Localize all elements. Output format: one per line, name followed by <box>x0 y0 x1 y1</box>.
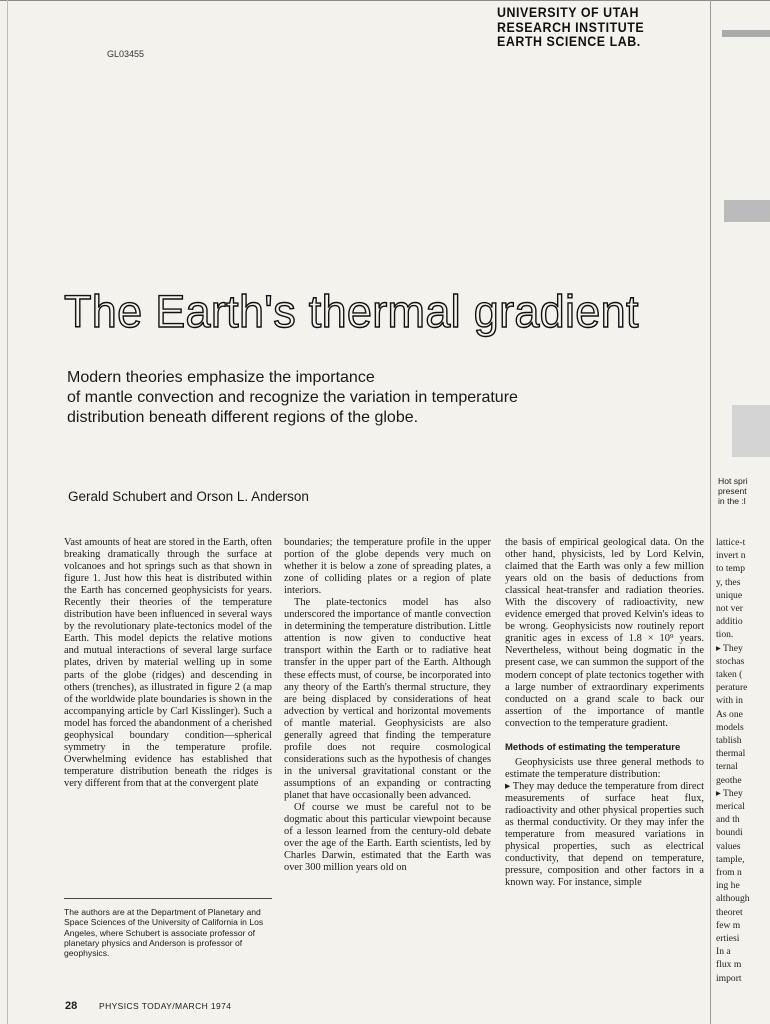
section-heading-methods: Methods of estimating the temperature <box>505 741 681 753</box>
next-page-fragment: flux m <box>716 959 742 971</box>
scan-left-edge <box>7 0 8 1024</box>
next-page-fragment: tample, <box>716 853 745 865</box>
footnote-rule <box>64 898 272 899</box>
next-page-fragment: thermal <box>716 748 746 760</box>
col2-paragraph-2: The plate-tectonics model has also underscored the importance of mantle convection in determining the temperature distribution. Little attention is now given to conductive heat transport within the Earth or to radiative heat transfer in the upper part of the Earth. Although these effects must, of course, be incorporated into any theory of the Earth's thermal structure, they are being displaced by considerations of heat advection by vertical and horizontal movements of mantle material. Geophysicists are also generally agreed that finding the temperature profile does not require cosmological considerations such as the hypothesis of changes in the universal gravitational constant or the assumptions of an expanding or contracting planet that have occasionally been advanced. <box>284 597 491 801</box>
next-page-fragment: values <box>716 840 741 852</box>
article-title: The Earth's thermal gradient <box>64 286 639 337</box>
next-page-fragment: not ver <box>716 603 743 614</box>
institution-line-2: RESEARCH INSTITUTE <box>497 19 645 35</box>
next-page-fragment: In a <box>716 946 731 958</box>
author-affiliation-footnote: The authors are at the Department of Planetary and Space Sciences of the University of California in Los Angeles, where Schubert is associate professor of planetary physics and Anderson is professor of geophysics. <box>64 907 264 959</box>
next-page-fragment: taken ( <box>716 669 743 680</box>
next-page-caption-line-3: in the :l <box>718 496 746 506</box>
next-page-fragment: perature <box>716 682 748 694</box>
next-page-fragment: unique <box>716 589 743 601</box>
next-page-fragment: tion. <box>716 629 734 641</box>
next-page-caption-line-1: Hot spri <box>718 476 748 486</box>
next-page-fragment: additio <box>716 616 743 628</box>
scan-top-edge <box>0 0 770 1</box>
subtitle-line-3: distribution beneath different regions of the globe. <box>67 409 419 426</box>
next-page-fragment: few m <box>716 919 741 931</box>
col1-paragraph-1: Vast amounts of heat are stored in the Earth, often breaking dramatically through the surface at volcanoes and hot springs such as that shown in figure 1. Just how this heat is distributed within the Earth has concerned geophysicists for years. Recently their theories of the temperature distribution have been influenced in several ways by the revolutionary plate-tectonics model of the Earth. This model depicts the relative motions and mutual interactions of several large surface plates, driven by material welling up in some parts of the globe (ridges) and descending in others (trenches), as illustrated in figure 2 (a map of the worldwide plate boundaries is shown in the accompanying article by Carl Kisslinger). Such a model has forced the abandonment of a cherished geophysical boundary condition—spherical symmetry in the temperature profile. Overwhelming evidence has established that temperature distribution beneath the ridges is very different from that at the convergent plate <box>64 537 272 789</box>
next-page-caption-line-2: present <box>718 486 747 496</box>
text-column-2 <box>284 537 491 874</box>
photo-fragment-top <box>722 30 770 37</box>
next-page-fragment: stochas <box>716 655 745 667</box>
next-page-fragment: import <box>716 972 742 984</box>
next-page-fragment: lattice-t <box>716 537 746 548</box>
next-page-fragment: and th <box>716 814 740 826</box>
next-page-fragment: theoret <box>716 906 743 918</box>
next-page-fragment: with in <box>716 695 743 707</box>
next-page-fragment: merical <box>716 801 745 812</box>
next-page-fragment: although <box>716 893 750 905</box>
next-page-fragment: ternal <box>716 761 738 773</box>
institution-line-1: UNIVERSITY OF UTAH <box>497 5 639 20</box>
subtitle-line-2: of mantle convection and recognize the variation in temperature <box>67 389 518 406</box>
col3-paragraph-2: Geophysicists use three general methods to estimate the temperature distribution: <box>505 756 704 780</box>
next-page-fragment: from n <box>716 867 742 878</box>
next-page-strip <box>708 0 770 1024</box>
photo-fragment-middle <box>724 200 770 222</box>
author-line: Gerald Schubert and Orson L. Anderson <box>68 489 309 504</box>
next-page-fragment: ing he <box>716 880 740 892</box>
document-id: GL03455 <box>107 49 145 59</box>
next-page-fragment: y, thes <box>716 576 741 588</box>
page-number: 28 <box>65 1000 78 1012</box>
next-page-fragment: As one <box>716 708 743 720</box>
text-column-3 <box>505 537 704 889</box>
institution-line-3: EARTH SCIENCE LAB. <box>497 34 641 49</box>
next-page-fragment: geothe <box>716 774 742 786</box>
next-page-fragment: ▸ They <box>716 642 743 654</box>
col2-paragraph-3: Of course we must be careful not to be dogmatic about this particular viewpoint because of a lesson learned from the century-old debate over the age of the Earth. Earth scientists, led by Charles Darwin, estimated that the Earth was over 300 million years old on <box>284 802 491 874</box>
subtitle-line-1: Modern theories emphasize the importance <box>67 369 375 386</box>
col3-paragraph-1: the basis of empirical geological data. On the other hand, physicists, led by Lord Kelvin, claimed that the Earth was only a few million years old on the basis of deductions from classical heat-transfer and radiation theories. With the discovery of radioactivity, new evidence emerged that proved Kelvin's ideas to be wrong. Geophysicists now routinely report granitic ages in excess of 1.8 × 10⁹ years. Nevertheless, without being dogmatic in the present case, we can summon the support of the modern concept of plate tectonics together with a large number of extraordinary experiments conducted on a grand scale to back our assertion of the importance of mantle convection to the temperature gradient. <box>505 537 704 729</box>
next-page-fragment: models <box>716 721 744 733</box>
institution-stamp <box>497 6 644 50</box>
next-page-fragment: to temp <box>716 563 746 575</box>
text-column-1 <box>64 537 272 790</box>
col2-paragraph-1: boundaries; the temperature profile in the upper portion of the globe depends very much on whether it is below a zone of spreading plates, a zone of colliding plates or a region of plate interiors. <box>284 537 491 597</box>
article-subtitle <box>67 368 587 428</box>
journal-footer: PHYSICS TODAY/MARCH 1974 <box>99 1001 232 1011</box>
next-page-fragment: invert n <box>716 550 746 562</box>
col3-paragraph-3: ▸ They may deduce the temperature from direct measurements of surface heat flux, radioactivity and other physical properties such as thermal conductivity. Or they may infer the temperature from measured variations in physical properties, such as electrical conductivity, that depend on temperature, pressure, composition and other factors in a known way. For instance, simple <box>505 780 704 889</box>
next-page-fragment: tablish <box>716 735 742 746</box>
next-page-fragment: ertiesi <box>716 933 740 944</box>
photo-fragment-lower <box>732 405 770 457</box>
next-page-fragment: ▸ They <box>716 787 743 799</box>
next-page-fragment: boundi <box>716 827 743 839</box>
